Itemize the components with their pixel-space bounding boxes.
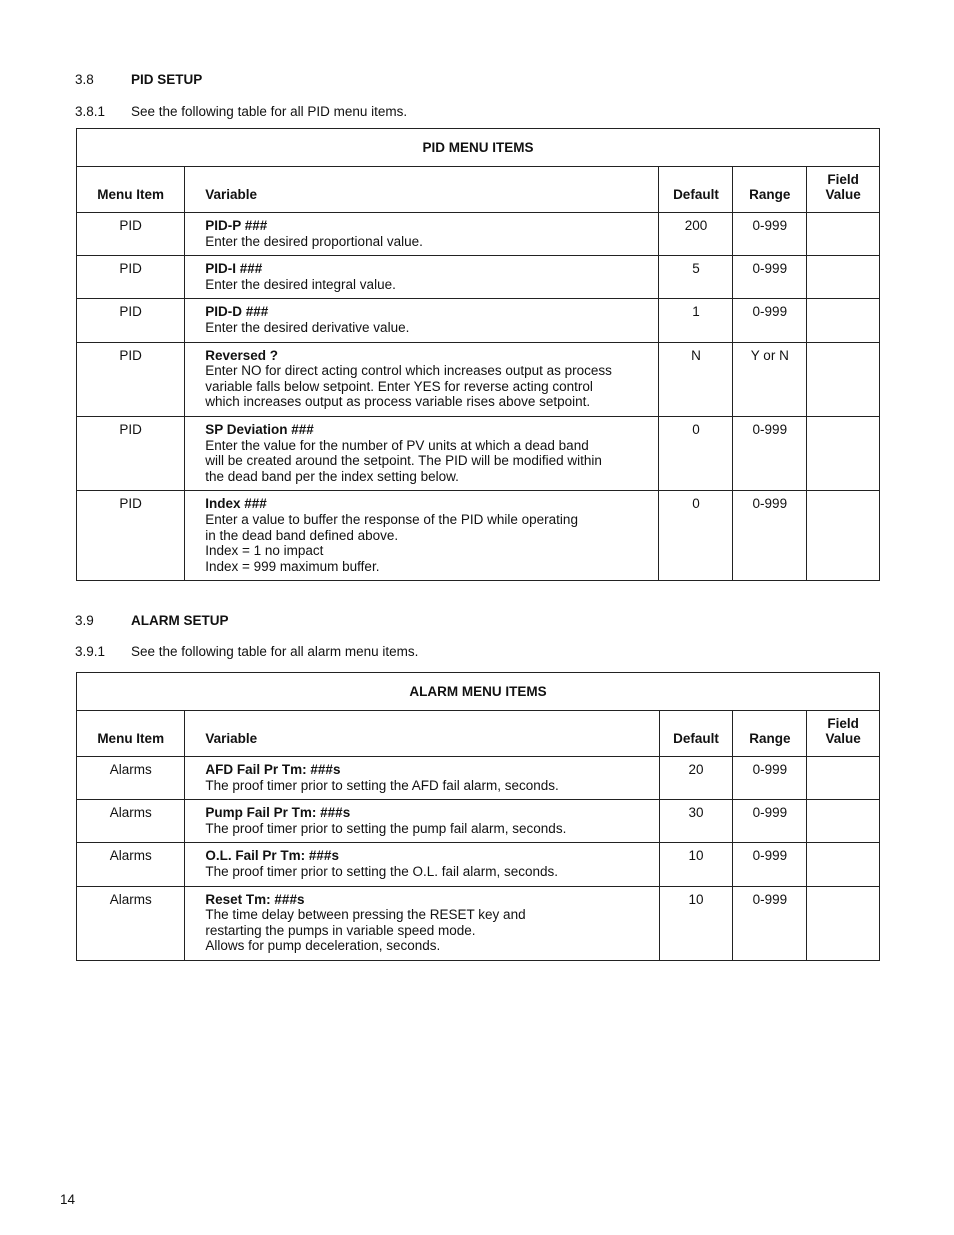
variable-description-line: The time delay between pressing the RESET key and [205,907,526,923]
menu-item-cell: Alarms [77,886,185,960]
field-value-cell[interactable] [807,757,880,800]
variable-cell [185,299,659,342]
table-caption: ALARM MENU ITEMS [77,673,880,711]
variable-description-line: variable falls below setpoint. Enter YES for reverse acting control [205,378,593,394]
header-field-value-text: Field Value [825,716,861,747]
menu-item-cell: PID [77,491,185,581]
range-cell: 0-999 [733,886,807,960]
variable-description-line: Enter the desired integral value. [205,276,396,292]
table-row [77,843,880,886]
table-row [77,342,880,416]
variable-cell [185,757,659,800]
variable-name: Reversed ? [205,347,279,363]
field-value-cell[interactable] [807,342,880,416]
table-row [77,800,880,843]
variable-cell [185,886,659,960]
variable-description-line: will be created around the setpoint. The PID will be modified within [205,453,602,469]
range-cell: Y or N [733,342,807,416]
range-cell: 0-999 [733,213,807,256]
section-number: 3.9.1 [75,644,106,659]
variable-name: O.L. Fail Pr Tm: ###s [205,848,339,864]
table-caption: PID MENU ITEMS [77,129,880,167]
field-value-cell[interactable] [807,843,880,886]
pid-table-body [77,213,880,581]
field-value-cell[interactable] [807,491,880,581]
variable-cell [185,800,659,843]
variable-description-line: Enter the desired proportional value. [205,233,423,249]
section-title: PID SETUP [131,72,203,87]
menu-item-cell: Alarms [77,843,185,886]
variable-cell [185,256,659,299]
default-cell: 10 [659,843,733,886]
variable-name: AFD Fail Pr Tm: ###s [205,762,341,777]
table-row [77,256,880,299]
variable-cell [185,491,659,581]
menu-item-cell: Alarms [77,757,185,800]
header-field-value-text: Field Value [825,172,861,203]
section-text: See the following table for all alarm menu items. [131,644,419,659]
range-cell: 0-999 [733,416,807,490]
field-value-cell[interactable] [807,299,880,342]
variable-description-line: The proof timer prior to setting the pump fail alarm, seconds. [205,820,567,836]
default-cell: 30 [659,800,733,843]
field-value-cell[interactable] [807,886,880,960]
header-variable: Variable [185,711,659,757]
default-cell: 1 [659,299,733,342]
header-menu-item: Menu Item [77,711,185,757]
section-title: ALARM SETUP [131,613,229,628]
header-default: Default [659,711,733,757]
header-field-value [807,711,880,757]
default-cell: 10 [659,886,733,960]
table-header-row [77,711,880,757]
variable-description-line: Enter the value for the number of PV units at which a dead band [205,437,589,453]
variable-cell [185,342,659,416]
default-cell: 200 [659,213,733,256]
range-cell: 0-999 [733,299,807,342]
range-cell: 0-999 [733,843,807,886]
variable-cell [185,416,659,490]
table-row [77,299,880,342]
default-cell: 0 [659,416,733,490]
variable-description-line: restarting the pumps in variable speed mode. [205,922,476,938]
range-cell: 0-999 [733,800,807,843]
menu-item-cell: PID [77,256,185,299]
section-number: 3.8.1 [75,104,106,119]
table-row [77,757,880,800]
variable-description-line: Index = 999 maximum buffer. [205,558,380,574]
variable-description-line: which increases output as process variable rises above setpoint. [205,394,591,410]
variable-name: PID-D ### [205,304,269,320]
menu-item-cell: PID [77,299,185,342]
default-cell: 20 [659,757,733,800]
variable-description-line: Enter NO for direct acting control which increases output as process [205,363,612,379]
variable-name: Index ### [205,496,267,512]
range-cell: 0-999 [733,757,807,800]
table-row [77,416,880,490]
default-cell: 0 [659,491,733,581]
variable-name: PID-P ### [205,218,268,233]
table-row [77,886,880,960]
variable-description-line: in the dead band defined above. [205,527,399,543]
pid-menu-table [76,128,880,581]
menu-item-cell: PID [77,342,185,416]
field-value-cell[interactable] [807,416,880,490]
table-header-row [77,167,880,213]
table-row [77,491,880,581]
header-variable: Variable [185,167,659,213]
page-number: 14 [60,1192,76,1207]
section-intro-alarm [75,644,418,659]
header-default: Default [659,167,733,213]
variable-description-line: The proof timer prior to setting the O.L. fail alarm, seconds. [205,863,559,879]
section-number: 3.8 [75,72,94,87]
section-number: 3.9 [75,613,94,628]
section-heading-alarm [75,613,229,628]
variable-cell [185,843,659,886]
variable-description-line: Enter a value to buffer the response of the PID while operating [205,511,578,527]
variable-description-line: Allows for pump deceleration, seconds. [205,938,441,954]
range-cell: 0-999 [733,491,807,581]
table-row [77,213,880,256]
field-value-cell[interactable] [807,256,880,299]
default-cell: 5 [659,256,733,299]
variable-name: PID-I ### [205,261,263,277]
section-heading-pid [75,72,202,87]
alarm-menu-table [76,672,880,961]
menu-item-cell: Alarms [77,800,185,843]
section-intro-pid [75,104,407,119]
variable-name: SP Deviation ### [205,421,314,437]
variable-description-line: Enter the desired derivative value. [205,319,410,335]
variable-description-line: Index = 1 no impact [205,543,324,559]
variable-description-line: the dead band per the index setting below. [205,468,459,484]
menu-item-cell: PID [77,416,185,490]
field-value-cell[interactable] [807,213,880,256]
variable-cell [185,213,659,256]
alarm-table-body [77,757,880,961]
field-value-cell[interactable] [807,800,880,843]
range-cell: 0-999 [733,256,807,299]
header-range: Range [733,711,807,757]
header-menu-item: Menu Item [77,167,185,213]
default-cell: N [659,342,733,416]
menu-item-cell: PID [77,213,185,256]
variable-description-line: The proof timer prior to setting the AFD fail alarm, seconds. [205,777,559,793]
header-field-value [807,167,880,213]
variable-name: Reset Tm: ###s [205,891,305,907]
header-range: Range [733,167,807,213]
section-text: See the following table for all PID menu items. [131,104,408,119]
variable-name: Pump Fail Pr Tm: ###s [205,805,351,821]
